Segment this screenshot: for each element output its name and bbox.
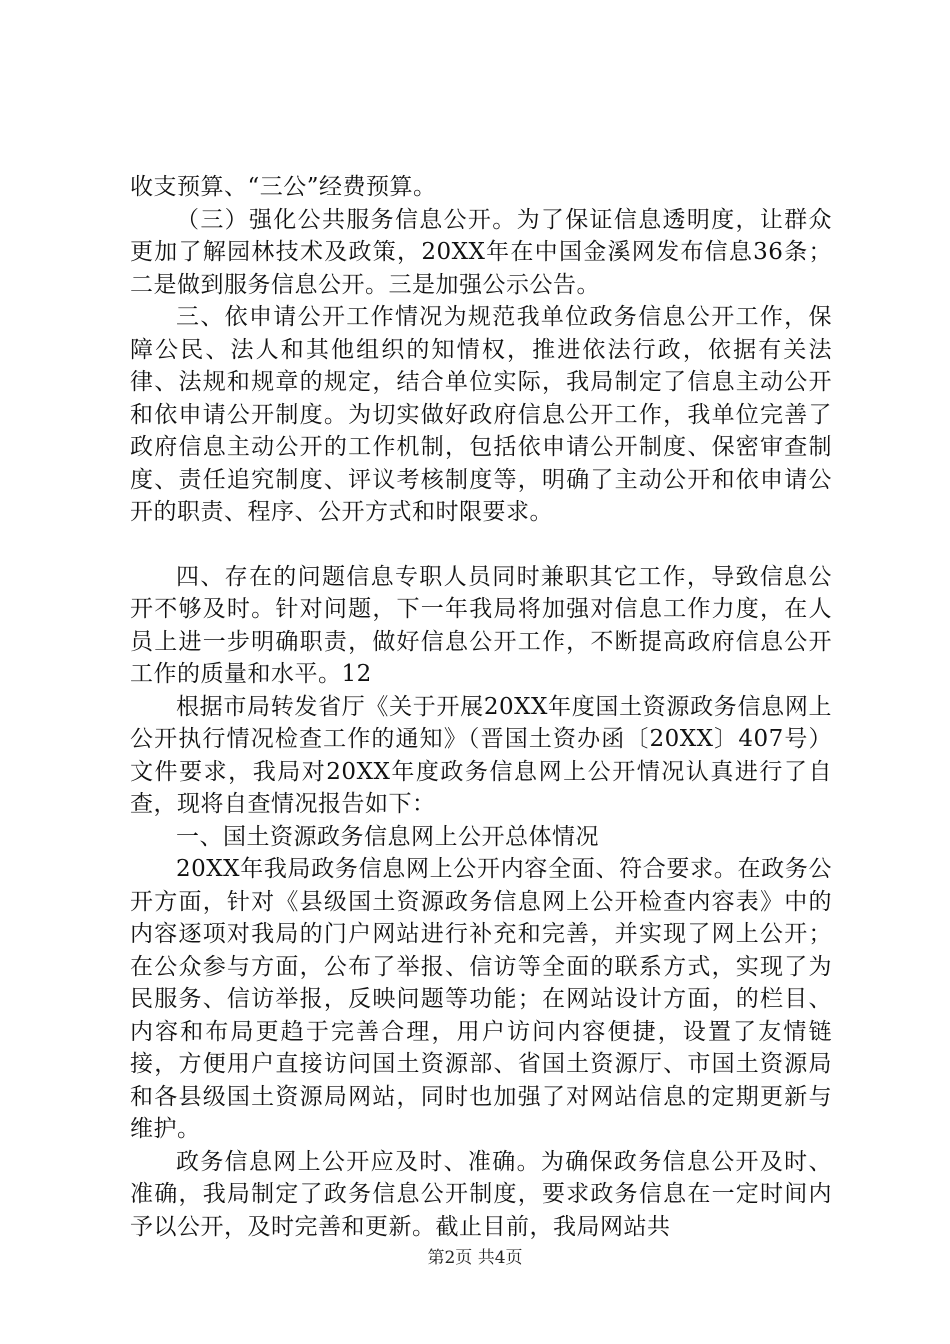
paragraph-self-inspection-intro: 根据市局转发省厅《关于开展20XX年度国土资源政务信息网上公开执行情况检查工作的通知》（晋国土资办函〔20XX〕407号）文件要求，我局对20XX年度政务信息网上公开情况认真进行了自查，现将自查情况报告如下： [130,693,832,817]
paragraph-overall-situation: 20XX年我局政务信息网上公开内容全面、符合要求。在政务公开方面，针对《县级国土资源政务信息网上公开检查内容表》中的内容逐项对我局的门户网站进行补充和完善，并实现了网上公开；在公众参与方面，公布了举报、信访等全面的联系方式，实现了为民服务、信访举报，反映问题等功能；在网站设计方面，的栏目、内容和布局更趋于完善合理，用户访问内容便捷，设置了友情链接，方便用户直接访问国土资源部、省国土资源厅、市国土资源局和各县级国土资源局网站，同时也加强了对网站信息的定期更新与维护。 [130,856,832,1142]
paragraph-problems: 四、存在的问题信息专职人员同时兼职其它工作，导致信息公开不够及时。针对问题，下一年我局将加强对信息工作力度，在人员上进一步明确职责，做好信息公开工作，不断提高政府信息公开工作的质量和水平。12 [130,563,832,687]
paragraph-public-service-info: （三）强化公共服务信息公开。为了保证信息透明度，让群众更加了解园林技术及政策，20XX年在中国金溪网发布信息36条；二是做到服务信息公开。三是加强公示公告。 [130,206,832,298]
paragraph-request-disclosure: 三、依申请公开工作情况为规范我单位政务信息公开工作，保障公民、法人和其他组织的知情权，推进依法行政，依据有关法律、法规和规章的规定，结合单位实际，我局制定了信息主动公开和依申请公开制度。为切实做好政府信息公开工作，我单位完善了政府信息主动公开的工作机制，包括依申请公开制度、保密审查制度、责任追究制度、评议考核制度等，明确了主动公开和依申请公开的职责、程序、公开方式和时限要求。 [130,304,832,525]
document-body [130,171,832,1243]
paragraph-timeliness: 政务信息网上公开应及时、准确。为确保政务信息公开及时、准确，我局制定了政务信息公开制度，要求政务信息在一定时间内予以公开，及时完善和更新。截止目前，我局网站共 [130,1148,832,1240]
paragraph-budget: 收支预算、“三公”经费预算。 [130,174,437,200]
section-heading-overall: 一、国土资源政务信息网上公开总体情况 [176,823,599,850]
page-number-footer: 第2页 共4页 [427,1248,523,1268]
